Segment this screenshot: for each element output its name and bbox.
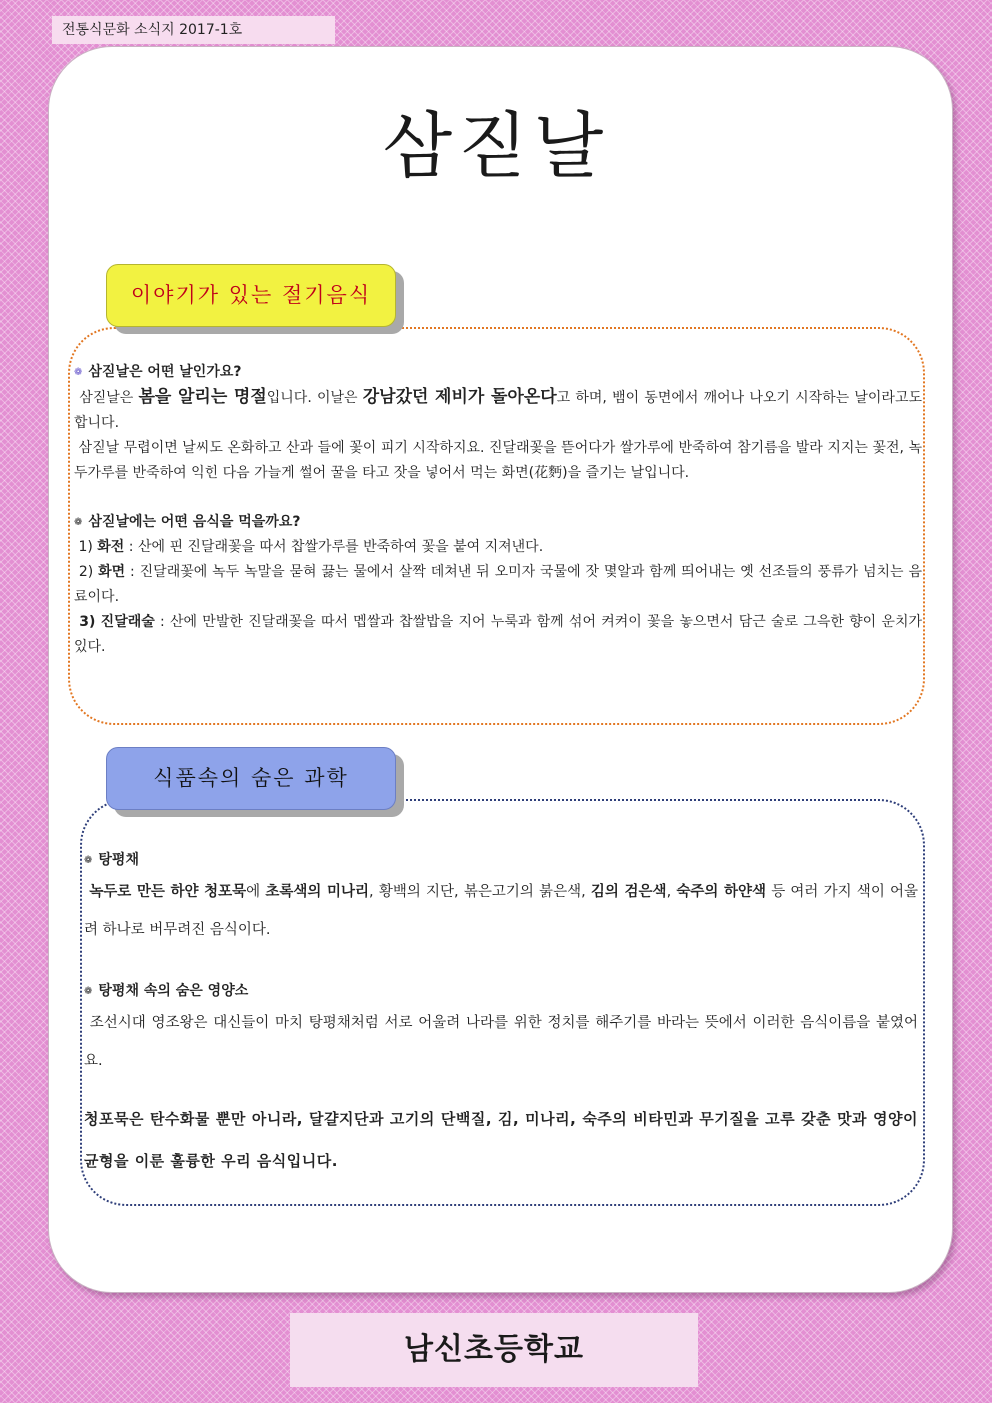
flower-bullet-icon: ❁ xyxy=(74,517,83,528)
section1-label: 이야기가 있는 절기음식 xyxy=(106,264,396,327)
flower-bullet-icon: ❁ xyxy=(84,855,93,866)
school-name: 남신초등학교 xyxy=(290,1313,698,1387)
flower-bullet-icon: ❁ xyxy=(74,367,83,378)
section2-question-2: ❁ 탕평채 속의 숨은 영양소 xyxy=(84,983,249,999)
flower-bullet-icon: ❁ xyxy=(84,986,93,997)
section2-paragraph-2: 조선시대 영조왕은 대신들이 마치 탕평채처럼 서로 어울려 나라를 위한 정치를 해주기를 바라는 뜻에서 이러한 음식이름을 붙였어요. xyxy=(84,1015,918,1069)
food-item-3: 3) 진달래술 : 산에 만발한 진달래꽃을 따서 멥쌀과 찹쌀밥을 지어 누룩과 함께 섞어 켜켜이 꽃을 놓으면서 담근 술로 그윽한 향이 운치가 있다. xyxy=(74,614,923,655)
section2-content xyxy=(84,848,918,1182)
section1-paragraph-2: 삼짇날 무렵이면 날씨도 온화하고 산과 들에 꽃이 피기 시작하지요. 진달래꽃을 뜯어다가 쌀가루에 반죽하여 참기름을 발라 지지는 꽃전, 녹두가루를 반죽하여 익힌 다음 가늘게 썰어 꿀을 타고 잣을 넣어서 먹는 화면(花麪)을 즐기는 날입니다. xyxy=(74,440,922,481)
newsletter-issue-tag: 전통식문화 소식지 2017-1호 xyxy=(52,16,335,44)
section1-paragraph-1: 삼짇날은 봄을 알리는 명절입니다. 이날은 강남갔던 제비가 돌아온다고 하며, 뱀이 동면에서 깨어나 나오기 시작하는 날이라고도 합니다. xyxy=(74,387,922,431)
food-item-2: 2) 화면 : 진달래꽃에 녹두 녹말을 묻혀 끓는 물에서 살짝 데쳐낸 뒤 오미자 국물에 잣 몇알과 함께 띄어내는 옛 선조들의 풍류가 넘치는 음료이다. xyxy=(74,564,922,605)
section1-content xyxy=(74,360,922,660)
section2-paragraph-1: 녹두로 만든 하얀 청포묵에 초록색의 미나리, 황백의 지단, 볶은고기의 붉은색, 김의 검은색, 숙주의 하얀색 등 여러 가지 색이 어울려 하나로 버무려진 음식이다. xyxy=(84,884,919,938)
section1-question-1: ❁ 삼짇날은 어떤 날인가요? xyxy=(74,364,242,380)
section2-handwritten-note: 청포묵은 탄수화물 뿐만 아니라, 달걀지단과 고기의 단백질, 김, 미나리, 숙주의 비타민과 무기질을 고루 갖춘 맛과 영양이 균형을 이룬 훌륭한 우리 음식입니다. xyxy=(84,1110,918,1170)
section2-label: 식품속의 숨은 과학 xyxy=(106,747,396,810)
section1-question-2: ❁ 삼짇날에는 어떤 음식을 먹을까요? xyxy=(74,514,301,530)
food-item-1: 1) 화전 : 산에 핀 진달래꽃을 따서 찹쌀가루를 반죽하여 꽃을 붙여 지져낸다. xyxy=(78,539,544,555)
section2-question-1: ❁ 탕평채 xyxy=(84,852,139,868)
page-title: 삼짇날 xyxy=(382,104,610,188)
